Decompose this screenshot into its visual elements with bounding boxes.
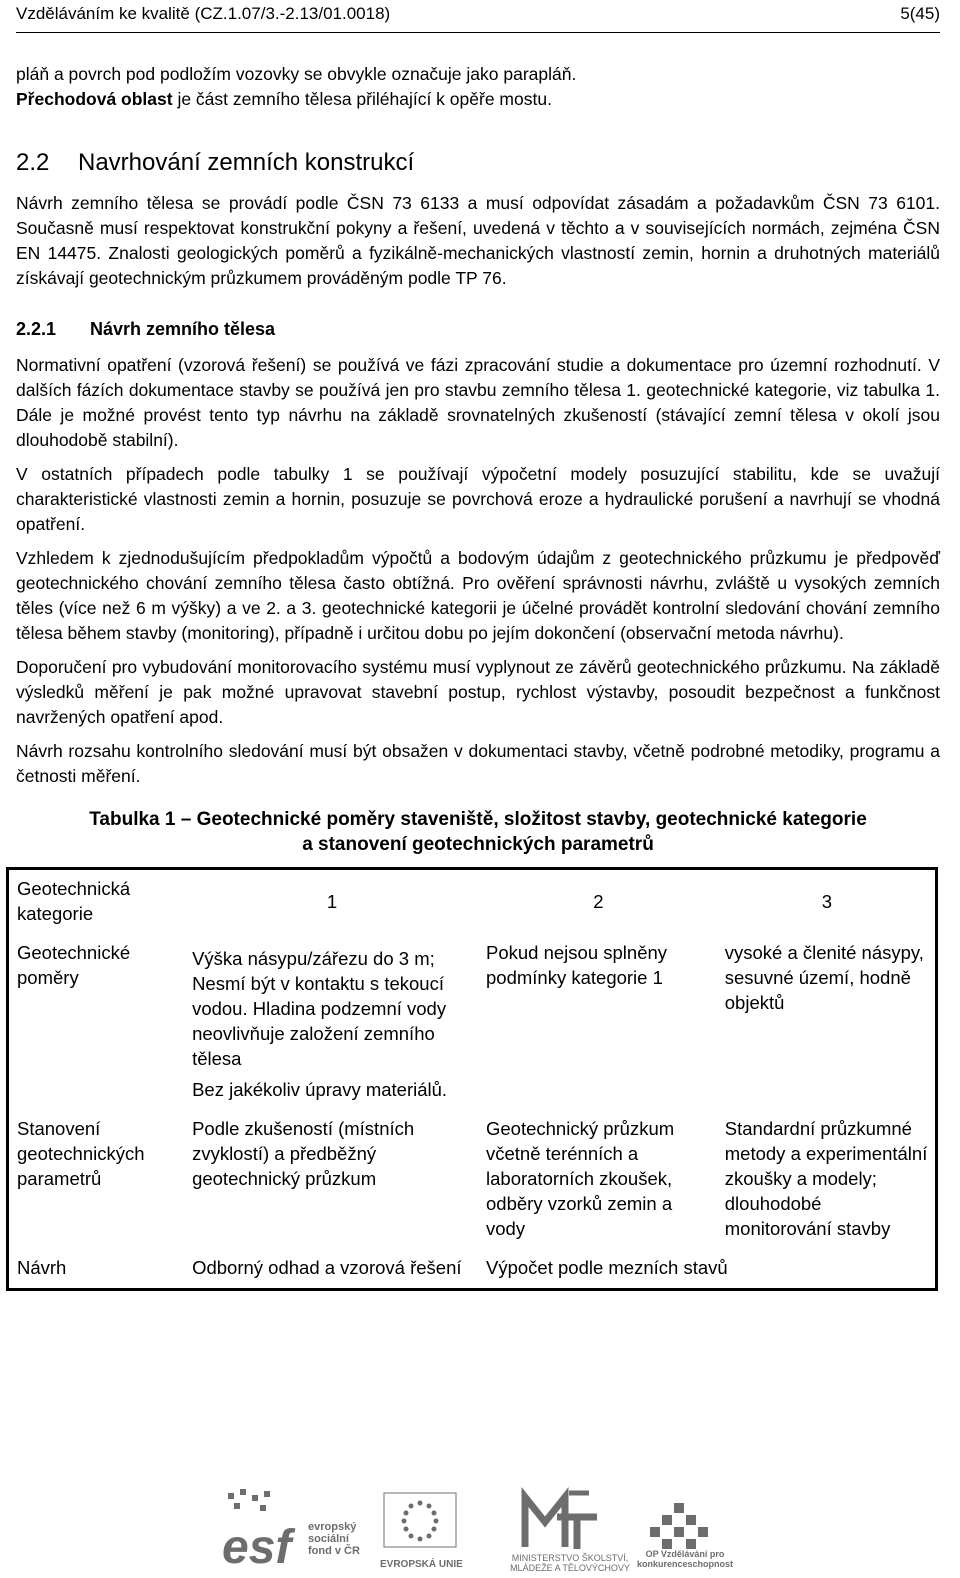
table-cell: Pokud nejsou splněny podmínky kategorie 1 — [486, 942, 668, 988]
term-transition: Přechodová oblast — [16, 89, 173, 109]
table-row — [8, 869, 937, 935]
cell-text: Bez jakékoliv úpravy materiálů. — [192, 1079, 448, 1100]
section-number: 2.2 — [16, 149, 50, 176]
table-cell: Geotechnický průzkum včetně terénních a laboratorních zkoušek, odběry vzorků zemin a vody — [486, 1118, 675, 1239]
subsection-title: Návrh zemního tělesa — [90, 319, 276, 339]
table-cell: Odborný odhad a vzorová řešení — [192, 1257, 462, 1278]
category-cell: 1 — [326, 890, 338, 912]
intro-line-1: pláň a povrch pod podložím vozovky se obvykle označuje jako parapláň. — [16, 64, 577, 84]
op-text: OP Vzdělávání pro konkurenceschopnost — [636, 1549, 734, 1569]
table-cell: Standardní průzkumné metody a experimentální zkoušky a modely; dlouhodobé monitorování stavby — [724, 1118, 928, 1239]
esf-text: evropský sociální fond v ČR — [308, 1521, 360, 1557]
document-body — [16, 62, 940, 1291]
eu-flag-icon — [380, 1487, 460, 1557]
table-caption-line-1: Tabulka 1 – Geotechnické poměry staveniště, složitost stavby, geotechnické kategorie — [89, 809, 867, 830]
msmt-logo — [505, 1487, 630, 1573]
paragraph: Vzhledem k zjednodušujícím předpokladům výpočtů a bodovým údajům z geotechnického průzkumu je předpověď geotechnického chování zemního tělesa často obtížná. Pro ověření správnosti návrhu, zvláště u vysokých zemních těles (více než 6 m výšky) a ve 2. a 3. geotechnické kategorii je účelné provádět kontrolní sledování chování zemního tělesa během stavby (monitoring), případně i určitou dobu po jejím dokončení (observační metoda návrhu). — [16, 548, 940, 643]
row-label: Geotechnická kategorie — [17, 878, 131, 924]
esf-mark-icon — [220, 1487, 300, 1573]
paragraph: V ostatních případech podle tabulky 1 se používají výpočetní modely posuzující stabilitu, kde se uvažují charakteristické vlastnosti zemin a hornin, posuzuje se povrchová eroze a hydraulické porušení a navrhují se vhodná opatření. — [16, 464, 940, 534]
eu-logo — [380, 1487, 463, 1573]
table-cell: vysoké a členité násypy, sesuvné území, hodně objektů — [724, 942, 924, 1013]
table-cell: Výpočet podle mezních stavů — [486, 1257, 728, 1278]
table-row — [8, 934, 937, 1110]
row-label: Stanovení geotechnických parametrů — [17, 1118, 145, 1189]
row-label: Geotechnické poměry — [17, 942, 131, 988]
row-label: Návrh — [17, 1257, 67, 1278]
op-mark-icon — [630, 1487, 740, 1551]
esf-lettering: esf — [222, 1521, 292, 1573]
geotechnical-table — [6, 867, 938, 1291]
table-cell: Podle zkušeností (místních zvyklostí) a předběžný geotechnický průzkum — [192, 1118, 415, 1189]
cell-text: Výška násypu/zářezu do 3 m; Nesmí být v kontaktu s tekoucí vodou. Hladina podzemní vody neovlivňuje založení zemního tělesa — [192, 948, 447, 1069]
op-logo — [630, 1487, 740, 1573]
eu-text: EVROPSKÁ UNIE — [380, 1559, 463, 1570]
msmt-text: MINISTERSTVO ŠKOLSTVÍ, MLÁDEŽE A TĚLOVÝCHOVY — [510, 1553, 630, 1573]
page-header — [16, 0, 940, 33]
section-title: Navrhování zemních konstrukcí — [78, 149, 415, 176]
section-heading — [16, 148, 940, 178]
category-cell: 3 — [821, 890, 833, 912]
paragraph: Doporučení pro vybudování monitorovacího systému musí vyplynout ze závěrů geotechnického průzkumu. Na základě výsledků měření je pak možné upravovat stavební postup, rychlost výstavby, posoudit bezpečnost a funkčnost navržených opatření apod. — [16, 657, 940, 727]
table-caption-line-2: a stanovení geotechnických parametrů — [302, 834, 654, 855]
esf-logo — [220, 1487, 370, 1573]
table-row — [8, 1249, 937, 1290]
table-caption — [16, 807, 940, 857]
msmt-mark-icon — [505, 1487, 625, 1551]
category-cell: 2 — [593, 890, 604, 912]
header-project: Vzděláváním ke kvalitě (CZ.1.07/3.-2.13/01.0018) — [16, 4, 391, 23]
intro-line-2-rest: je část zemního tělesa přiléhající k opěře mostu. — [172, 89, 552, 109]
paragraph: Návrh rozsahu kontrolního sledování musí být obsažen v dokumentaci stavby, včetně podrobné metodiky, programu a četnosti měření. — [16, 741, 940, 786]
paragraph: Normativní opatření (vzorová řešení) se používá ve fázi zpracování studie a dokumentace pro územní rozhodnutí. V dalších fázích dokumentace stavby se používá jen pro stavbu zemního tělesa 1. geotechnické kategorie, viz tabulka 1. Dále je možné provést tento typ návrhu na základě srovnatelných zkušeností (stávající zemní tělesa v okolí jsou dlouhodobě stabilní). — [16, 355, 940, 450]
intro-line-2 — [16, 87, 940, 112]
subsection-heading — [16, 317, 940, 341]
section-paragraph: Návrh zemního tělesa se provádí podle ČSN 73 6133 a musí odpovídat zásadám a požadavkům ČSN 73 6101. Současně musí respektovat konstrukční pokyny a řešení, uvedená v těchto a v souvisejících normách, zejména ČSN EN 14475. Znalosti geologických poměrů a fyzikálně-mechanických vlastností zemin, hornin a druhotných materiálů získávají geotechnickým průzkumem prováděným podle TP 76. — [16, 193, 940, 288]
subsection-number: 2.2.1 — [16, 319, 57, 339]
table-row — [8, 1110, 937, 1249]
footer-logos — [220, 1487, 740, 1573]
table-cell — [184, 934, 478, 1110]
page-number: 5(45) — [900, 4, 940, 23]
